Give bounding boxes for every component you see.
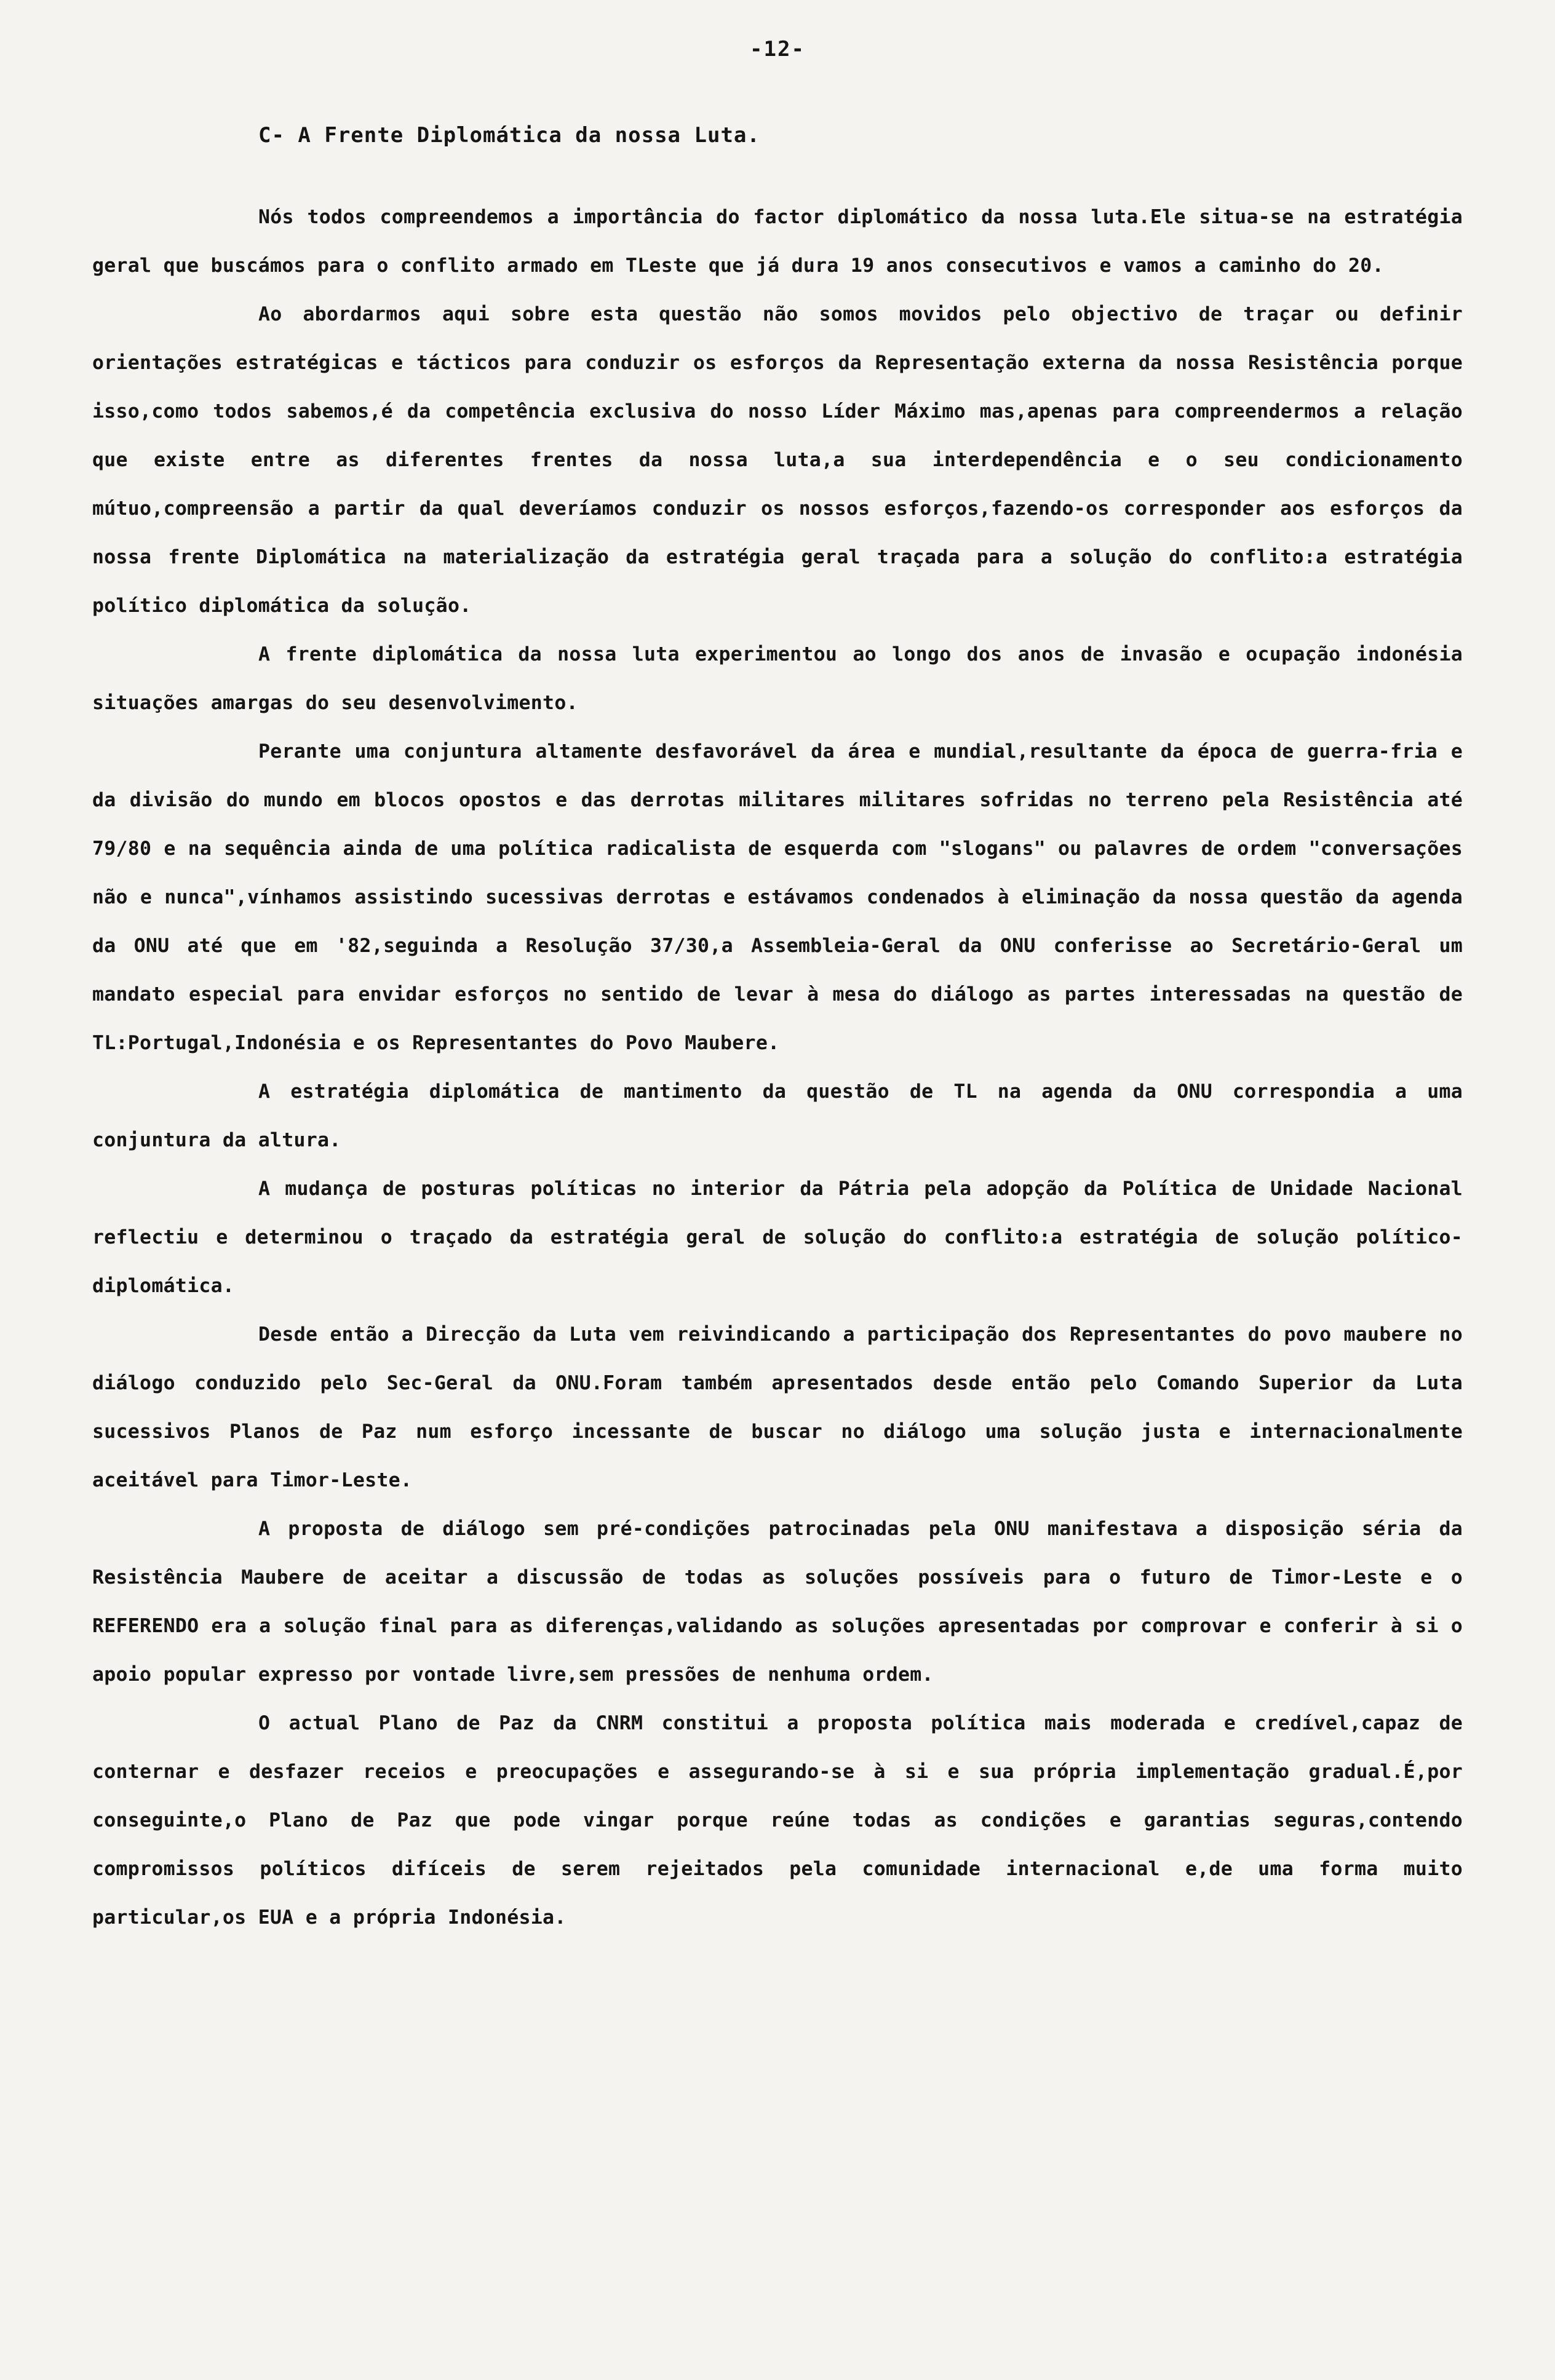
paragraph: A frente diplomática da nossa luta experimentou ao longo dos anos de invasão e ocupação indonésia situações amargas do seu desenvolvimento. [92, 643, 1463, 714]
paragraph: O actual Plano de Paz da CNRM constitui a proposta política mais moderada e credível,capaz de conternar e desfazer receios e preocupações e assegurando-se à si e sua própria implementação gradual.É,por conseguinte,o Plano de Paz que pode vingar porque reúne todas as condições e garantias seguras,contendo compromissos políticos difíceis de serem rejeitados pela comunidade internacional e,de uma forma muito particular,os EUA e a própria Indonésia. [92, 1712, 1463, 1929]
paragraph: A mudança de posturas políticas no interior da Pátria pela adopção da Política de Unidade Nacional reflectiu e determinou o traçado da estratégia geral de solução do conflito:a estratégia de solução político-diplomática. [92, 1178, 1463, 1297]
paragraph: Ao abordarmos aqui sobre esta questão não somos movidos pelo objectivo de traçar ou definir orientações estratégicas e tácticos para conduzir os esforços da Representação externa da nossa Resistência porque isso,como todos sabemos,é da competência exclusiva do nosso Líder Máximo mas,apenas para compreendermos a relação que existe entre as diferentes frentes da nossa luta,a sua interdependência e o seu condicionamento mútuo,compreensão a partir da qual deveríamos conduzir os nossos esforços,fazendo-os corresponder aos esforços da nossa frente Diplomática na materialização da estratégia geral traçada para a solução do conflito:a estratégia político diplomática da solução. [92, 303, 1463, 617]
paragraph: A proposta de diálogo sem pré-condições patrocinadas pela ONU manifestava a disposição séria da Resistência Maubere de aceitar a discussão de todas as soluções possíveis para o futuro de Timor-Leste e o REFERENDO era a solução final para as diferenças,validando as soluções apresentadas por comprovar e conferir à si o apoio popular expresso por vontade livre,sem pressões de nenhuma ordem. [92, 1518, 1463, 1686]
paragraph: Desde então a Direcção da Luta vem reivindicando a participação dos Representantes do povo maubere no diálogo conduzido pelo Sec-Geral da ONU.Foram também apresentados desde então pelo Comando Superior da Luta sucessivos Planos de Paz num esforço incessante de buscar no diálogo uma solução justa e internacionalmente aceitável para Timor-Leste. [92, 1323, 1463, 1491]
section-heading: C- A Frente Diplomática da nossa Luta. [258, 123, 760, 148]
page-number: -12- [750, 37, 805, 61]
paragraph: Nós todos compreendemos a importância do factor diplomático da nossa luta.Ele situa-se na estratégia geral que buscámos para o conflito armado em TLeste que já dura 19 anos consecutivos e vamos a caminho do 20. [92, 206, 1463, 277]
paragraph: Perante uma conjuntura altamente desfavorável da área e mundial,resultante da época de guerra-fria e da divisão do mundo em blocos opostos e das derrotas militares militares sofridas no terreno pela Resistência até 79/80 e na sequência ainda de uma política radicalista de esquerda com "slogans" ou palavres de ordem "conversações não e nunca",vínhamos assistindo sucessivas derrotas e estávamos condenados à eliminação da nossa questão da agenda da ONU até que em '82,seguinda a Resolução 37/30,a Assembleia-Geral da ONU conferisse ao Secretário-Geral um mandato especial para envidar esforços no sentido de levar à mesa do diálogo as partes interessadas na questão de TL:Portugal,Indonésia e os Representantes do Povo Maubere. [92, 740, 1463, 1054]
paragraph: A estratégia diplomática de mantimento da questão de TL na agenda da ONU correspondia a uma conjuntura da altura. [92, 1081, 1463, 1151]
